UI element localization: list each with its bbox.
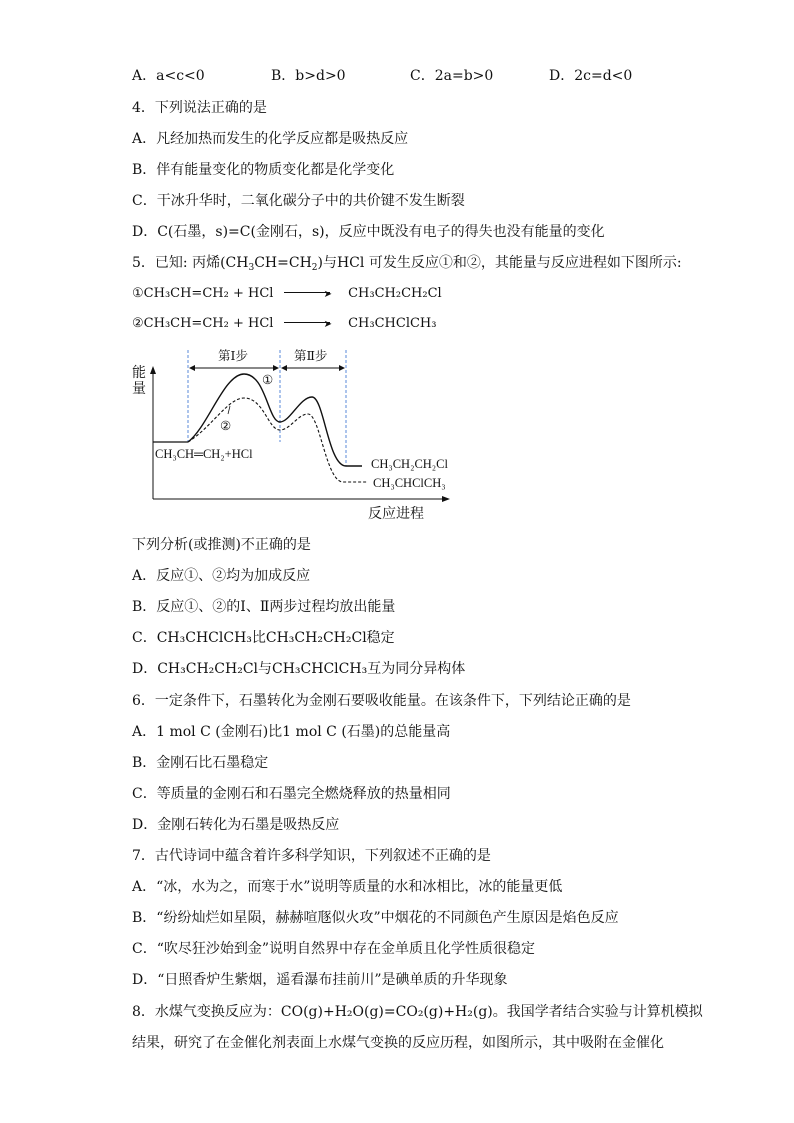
- y-axis-label-1: 能: [132, 366, 146, 381]
- q3-option-b: B．b>d>0: [271, 68, 346, 84]
- q4-stem: 4．下列说法正确的是: [132, 100, 267, 116]
- q6-stem: 6．一定条件下，石墨转化为金刚石要吸收能量。在该条件下，下列结论正确的是: [132, 693, 631, 709]
- q6-option-a: A．1 mol C (金刚石)比1 mol C (石墨)的总能量高: [132, 724, 451, 740]
- curve-1-label: ①: [262, 373, 274, 387]
- q5-option-a: A．反应①、②均为加成反应: [132, 568, 311, 584]
- y-axis-label-2: 量: [132, 382, 146, 397]
- q5-option-d: D．CH₃CH₂CH₂Cl与CH₃CHClCH₃互为同分异构体: [132, 661, 466, 677]
- curve-2: [188, 398, 368, 482]
- q5-reaction-1: ①CH₃CH=CH₂ + HCl ➤ CH₃CH₂CH₂Cl: [132, 286, 442, 301]
- q3-option-d: D．2c=d<0: [549, 68, 633, 84]
- q6-option-d: D．金刚石转化为石墨是吸热反应: [132, 817, 340, 833]
- q7-option-d: D．“日照香炉生紫烟，遥看瀑布挂前川”是碘单质的升华现象: [132, 972, 508, 988]
- step1-label: 第Ⅰ步: [218, 349, 248, 363]
- q5-stem: 5．已知: 丙烯$(CH_3CH=CH_2)$与HCl 可发生反应①和②，其能量与反应进程如下图所示:: [132, 255, 682, 273]
- reaction-arrow-icon: [284, 322, 330, 323]
- q3-option-c: C．2a=b>0: [410, 68, 494, 84]
- x-axis-label: 反应进程: [368, 507, 424, 522]
- q4-option-d: D．C(石墨，s)=C(金刚石，s)，反应中既没有电子的得失也没有能量的变化: [132, 224, 605, 240]
- product-2-label: CH₃CHClCH₃: [373, 476, 446, 490]
- energy-profile-diagram: [128, 342, 468, 524]
- product-1-label: CH₃CH₂CH₂Cl: [371, 457, 448, 471]
- q7-option-b: B．“纷纷灿烂如星陨，赫赫喧豗似火攻”中烟花的不同颜色产生原因是焰色反应: [132, 910, 619, 926]
- q5-ask: 下列分析(或推测)不正确的是: [132, 537, 311, 553]
- q8-line-2: 结果，研究了在金催化剂表面上水煤气变换的反应历程，如图所示，其中吸附在金催化: [132, 1035, 664, 1051]
- x-axis-arrow-icon: [442, 496, 450, 502]
- q6-option-c: C．等质量的金刚石和石墨完全燃烧释放的热量相同: [132, 786, 451, 802]
- q7-stem: 7．古代诗词中蕴含着许多科学知识，下列叙述不正确的是: [132, 848, 491, 864]
- q4-option-b: B．伴有能量变化的物质变化都是化学变化: [132, 162, 395, 178]
- y-axis-arrow-icon: [150, 366, 156, 374]
- q4-option-c: C．干冰升华时，二氧化碳分子中的共价键不发生断裂: [132, 193, 465, 209]
- q4-option-a: A．凡经加热而发生的化学反应都是吸热反应: [132, 131, 409, 147]
- reactant-label: CH₃CH═CH₂+HCl: [155, 447, 253, 461]
- q5-option-b: B．反应①、②的Ⅰ、Ⅱ两步过程均放出能量: [132, 599, 396, 615]
- q7-option-a: A．“冰，水为之，而寒于水”说明等质量的水和冰相比，冰的能量更低: [132, 879, 563, 895]
- q8-line-1: 8．水煤气变换反应为：CO(g)+H₂O(g)=CO₂(g)+H₂(g)。我国学者结合实验与计算机模拟: [132, 1004, 703, 1020]
- step2-label: 第Ⅱ步: [294, 349, 328, 363]
- reaction-arrow-icon: [284, 292, 330, 293]
- q5-reaction-2: ②CH₃CH=CH₂ + HCl ➤ CH₃CHClCH₃: [132, 316, 437, 331]
- q7-option-c: C．“吹尽狂沙始到金”说明自然界中存在金单质且化学性质很稳定: [132, 941, 536, 957]
- q3-option-a: A．a<c<0: [132, 68, 205, 84]
- q6-option-b: B．金刚石比石墨稳定: [132, 755, 269, 771]
- curve-2-label: ②: [220, 419, 232, 433]
- q5-option-c: C．CH₃CHClCH₃比CH₃CH₂CH₂Cl稳定: [132, 630, 395, 646]
